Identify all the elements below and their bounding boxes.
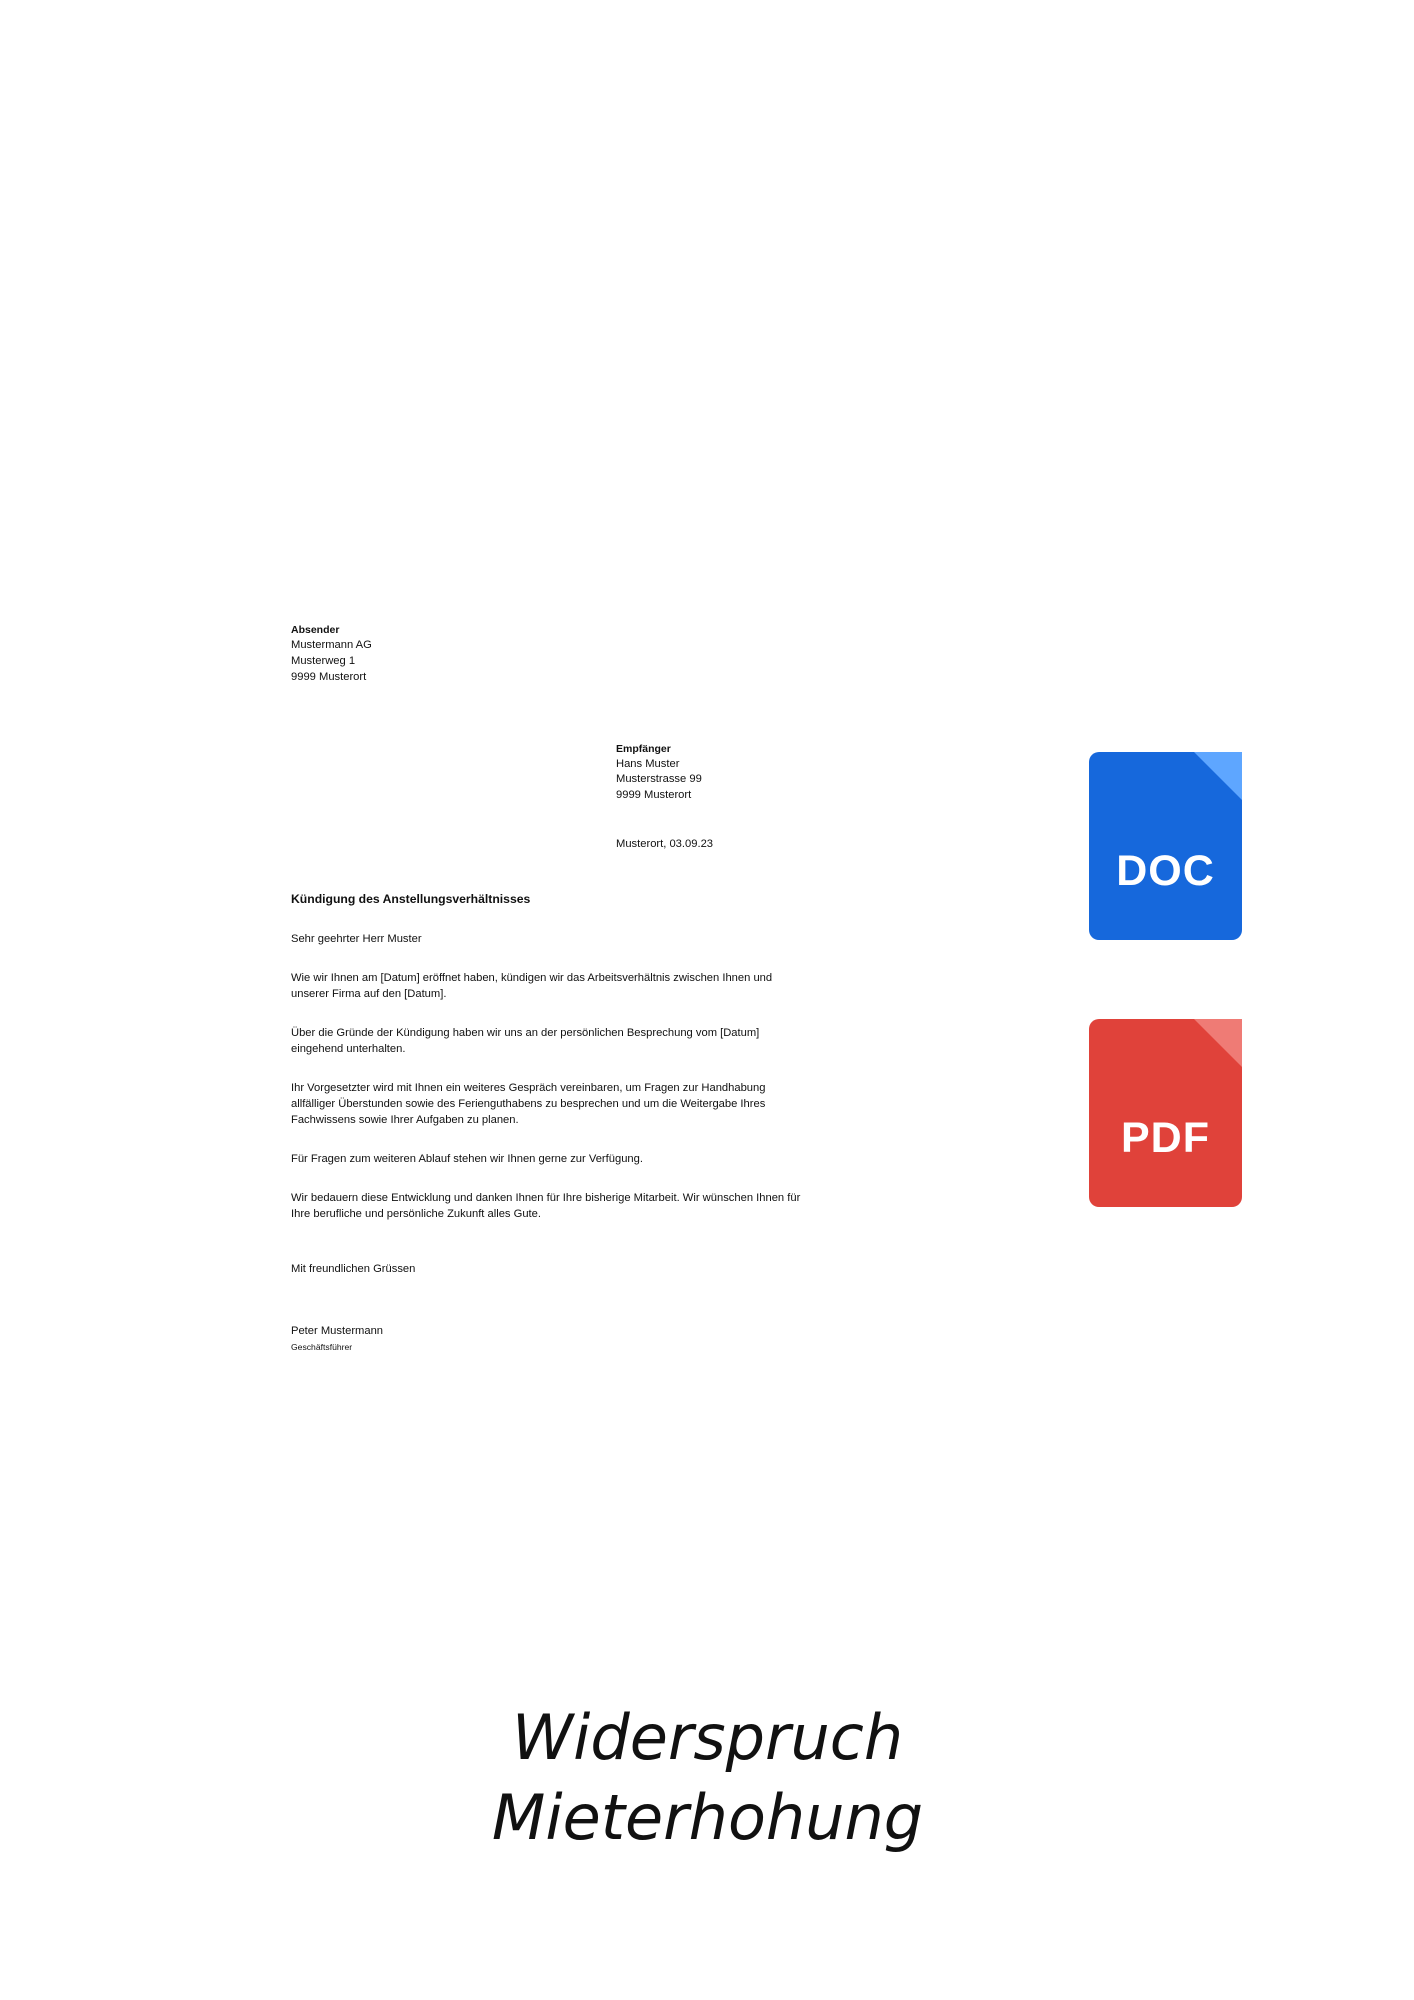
recipient-block bbox=[291, 742, 844, 805]
signature-role: Geschäftsführer bbox=[291, 1342, 353, 1353]
sender-block bbox=[291, 623, 844, 686]
closing: Mit freundlichen Grüssen bbox=[291, 1263, 416, 1276]
recipient-line-3: 9999 Musterort bbox=[616, 789, 692, 802]
body-paragraph-2: Über die Gründe der Kündigung haben wir uns an der persönlichen Besprechung vom [Datum] eingehend unterhalten. bbox=[291, 1027, 760, 1056]
caption-line-1: Widerspruch bbox=[511, 1701, 904, 1775]
sender-line-1: Mustermann AG bbox=[291, 638, 372, 651]
salutation: Sehr geehrter Herr Muster bbox=[291, 933, 422, 946]
letter-preview[interactable] bbox=[211, 469, 892, 1433]
signature-name: Peter Mustermann bbox=[291, 1325, 384, 1338]
pdf-file-icon[interactable] bbox=[1089, 1019, 1242, 1207]
letter-subject: Kündigung des Anstellungsverhältnisses bbox=[291, 892, 531, 907]
subtitle-bar bbox=[104, 252, 1270, 324]
doc-file-icon[interactable] bbox=[1089, 752, 1242, 940]
page-title: MUSTER - VORLAGE bbox=[316, 106, 1098, 191]
signature-block bbox=[291, 1324, 844, 1353]
caption-panel bbox=[60, 1585, 1355, 1970]
doc-file-label: DOC bbox=[1116, 847, 1215, 895]
pdf-file-corner-fold bbox=[1194, 1019, 1242, 1067]
caption-line-2: Mieterhohung bbox=[491, 1780, 924, 1854]
doc-file-corner-fold bbox=[1194, 752, 1242, 800]
body-paragraph-3: Ihr Vorgesetzter wird mit Ihnen ein weiteres Gespräch vereinbaren, um Fragen zur Handhabung allfälliger Überstunden sowie des Ferienguthabens zu besprechen und um die Weitergabe Ihres Fachwissens sowie Ihrer Aufgaben zu planen. bbox=[291, 1082, 766, 1126]
pdf-file-label: PDF bbox=[1121, 1114, 1210, 1162]
sender-label: Absender bbox=[291, 624, 340, 636]
sender-line-3: 9999 Musterort bbox=[291, 670, 367, 683]
sender-line-2: Musterweg 1 bbox=[291, 654, 356, 667]
recipient-line-2: Musterstrasse 99 bbox=[616, 773, 702, 786]
recipient-label: Empfänger bbox=[616, 742, 671, 755]
body-paragraph-5: Wir bedauern diese Entwicklung und danken Ihnen für Ihre bisherige Mitarbeit. Wir wünschen Ihnen für Ihre berufliche und persönliche Zukunft alles Gute. bbox=[291, 1191, 801, 1220]
recipient-line-1: Hans Muster bbox=[616, 757, 680, 770]
dateline: Musterort, 03.09.23 bbox=[616, 838, 714, 851]
body-paragraph-1: Wie wir Ihnen am [Datum] eröffnet haben, kündigen wir das Arbeitsverhältnis zwischen Ihnen und unserer Firma auf den [Datum]. bbox=[291, 972, 773, 1001]
body-paragraph-4: Für Fragen zum weiteren Ablauf stehen wir Ihnen gerne zur Verfügung. bbox=[291, 1152, 643, 1165]
